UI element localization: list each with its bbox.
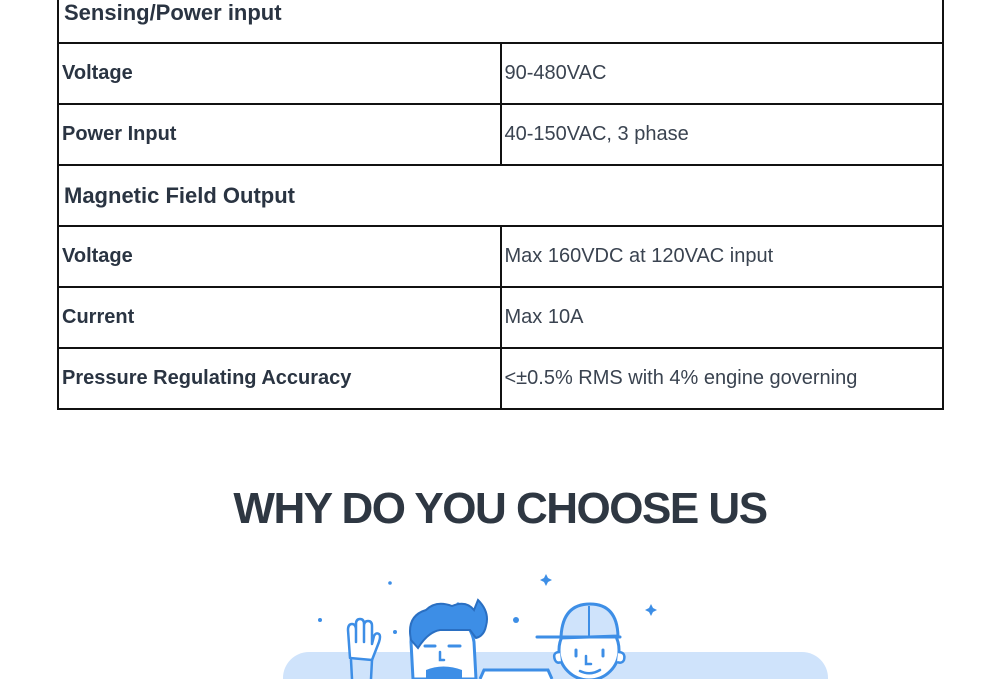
row-value: <±0.5% RMS with 4% engine governing (501, 348, 944, 409)
section-headline: WHY DO YOU CHOOSE US (233, 484, 767, 533)
table-section-row (58, 0, 943, 43)
row-label: Voltage (58, 43, 501, 104)
section-heading: Sensing/Power input (58, 0, 943, 43)
row-value: 90-480VAC (501, 43, 944, 104)
row-label: Power Input (58, 104, 501, 165)
spec-table (57, 0, 944, 410)
row-value: 40-150VAC, 3 phase (501, 104, 944, 165)
row-label: Voltage (58, 226, 501, 287)
row-label: Pressure Regulating Accuracy (58, 348, 501, 409)
section-heading: Magnetic Field Output (58, 165, 943, 226)
table-row (58, 104, 943, 165)
row-label: Current (58, 287, 501, 348)
team-illustration (0, 560, 1000, 679)
table-row (58, 348, 943, 409)
table-row (58, 226, 943, 287)
table-row (58, 287, 943, 348)
row-value: Max 10A (501, 287, 944, 348)
table-row (58, 43, 943, 104)
row-value: Max 160VDC at 120VAC input (501, 226, 944, 287)
table-section-row (58, 165, 943, 226)
